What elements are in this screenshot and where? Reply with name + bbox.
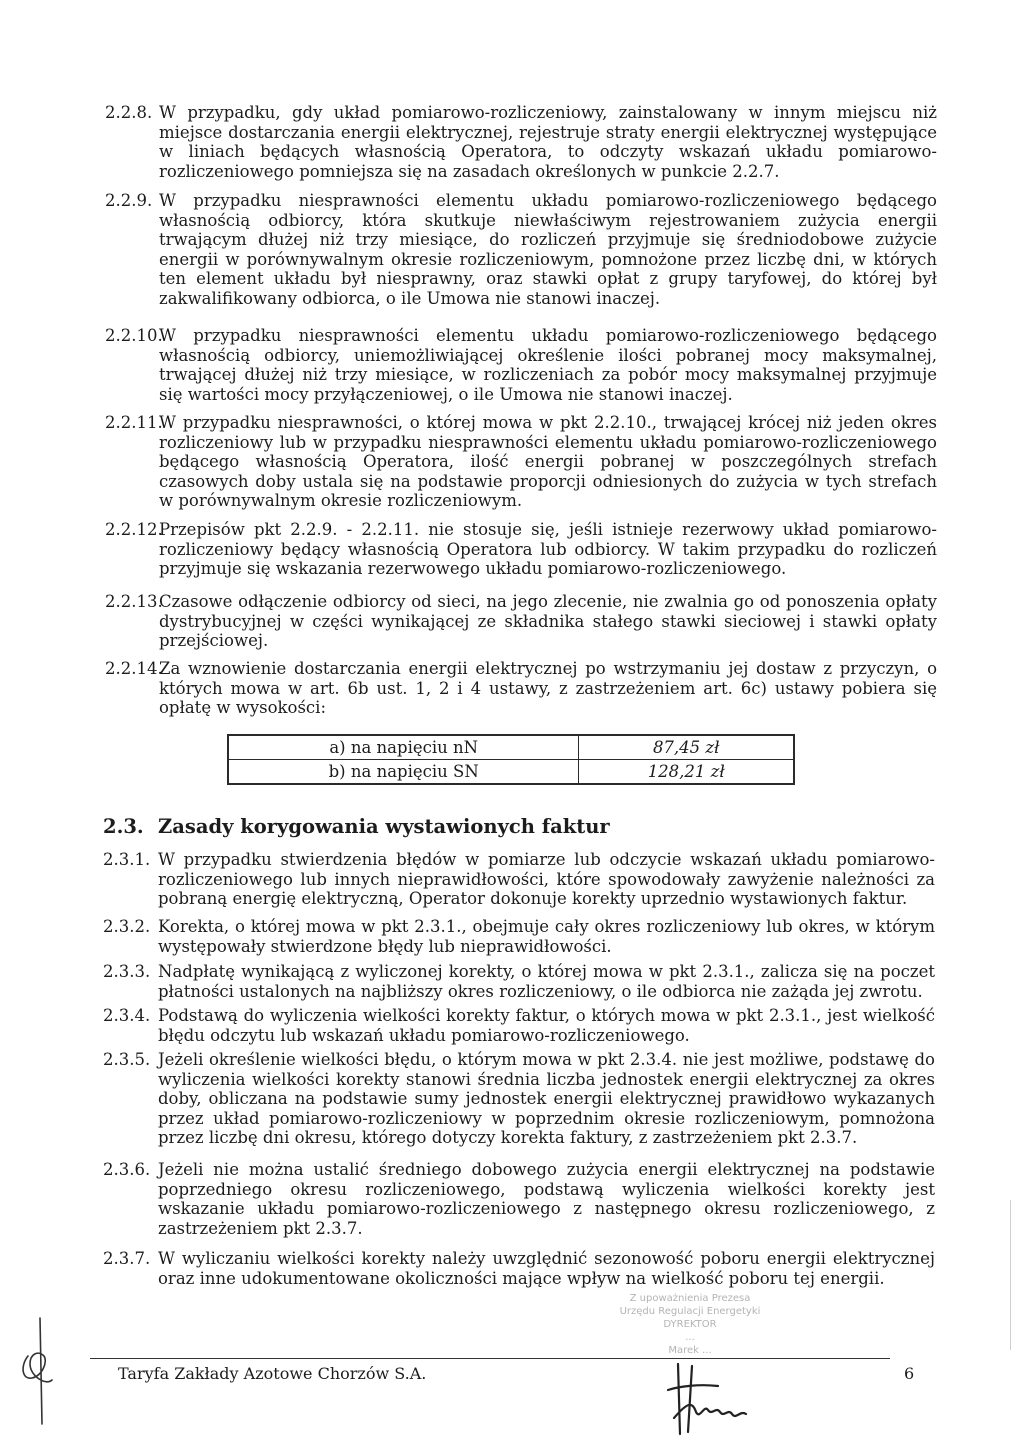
paragraph-2-3-4 xyxy=(103,1006,935,1045)
paragraph-2-2-13 xyxy=(105,592,937,651)
paragraph-2-2-8 xyxy=(105,103,937,181)
reconnection-fee-table xyxy=(227,734,795,785)
paragraph-number: 2.2.12. xyxy=(105,520,163,539)
stamp-line: Urzędu Regulacji Energetyki xyxy=(619,1306,761,1317)
paragraph-text: W przypadku niesprawności elementu układu pomiarowo-rozliczeniowego będącego własnością odbiorcy, która skutkuje niewłaściwym rejestrowaniem zużycia energii trwającym dłużej niż trzy miesiące, do rozliczeń przyjmuje się średniodobowe zużycie energii w porównywalnym okresie rozliczeniowym, pomnożone przez liczbę dni, w których ten element układu był niesprawny, oraz stawki opłat z grupy taryfowej, do której był zakwalifikowany odbiorca, o ile Umowa nie stanowi inaczej. xyxy=(159,191,937,308)
paragraph-2-3-7 xyxy=(103,1249,935,1288)
paragraph-2-2-10 xyxy=(105,326,937,404)
paragraph-number: 2.3.7. xyxy=(103,1249,151,1268)
footer-title: Taryfa Zakłady Azotowe Chorzów S.A. xyxy=(118,1364,427,1383)
paragraph-number: 2.3.4. xyxy=(103,1006,151,1025)
paragraph-text: Za wznowienie dostarczania energii elektrycznej po wstrzymaniu jej dostaw z przyczyn, o których mowa w art. 6b ust. 1, 2 i 4 ustawy, z zastrzeżeniem art. 6c) ustawy pobiera się opłatę w wysokości: xyxy=(159,659,937,718)
paragraph-2-2-11 xyxy=(105,413,937,511)
paragraph-number: 2.2.11. xyxy=(105,413,163,432)
paragraph-2-3-5 xyxy=(103,1050,935,1148)
page-number: 6 xyxy=(904,1364,915,1383)
paragraph-2-3-6 xyxy=(103,1160,935,1238)
paragraph-number: 2.2.13. xyxy=(105,592,163,611)
section-number: 2.3. xyxy=(103,815,144,838)
paragraph-2-3-1 xyxy=(103,850,935,909)
paragraph-text: W przypadku niesprawności, o której mowa w pkt 2.2.10., trwającej krócej niż jeden okres rozliczeniowy lub w przypadku niesprawności elementu układu pomiarowo-rozliczeniowego będącego własnością Operatora, ilość energii pobranej w poszczególnych strefach czasowych doby ustala się na podstawie proporcji odniesionych do zużycia w tych strefach w porównywalnym okresie rozliczeniowym. xyxy=(159,413,937,511)
table-cell-label: a) na napięciu nN xyxy=(228,735,579,760)
table-row xyxy=(228,760,794,785)
paragraph-2-2-14 xyxy=(105,659,937,718)
paragraph-text: W przypadku stwierdzenia błędów w pomiarze lub odczycie wskazań układu pomiarowo-rozliczeniowego lub innych nieprawidłowości, które spowodowały zawyżenie należności za pobraną energię elektryczną, Operator dokonuje korekty uprzednio wystawionych faktur. xyxy=(158,850,935,909)
paragraph-number: 2.2.10. xyxy=(105,326,163,345)
footer-rule xyxy=(90,1358,890,1359)
margin-initials-image xyxy=(18,1316,58,1426)
stamp-line: DYREKTOR xyxy=(663,1319,717,1330)
scan-edge-mark xyxy=(1010,1200,1011,1350)
table-cell-value: 128,21 zł xyxy=(579,760,794,785)
paragraph-text: Czasowe odłączenie odbiorcy od sieci, na jego zlecenie, nie zwalnia go od ponoszenia opłaty dystrybucyjnej w części wynikającej ze składnika stałego stawki sieciowej i stawki opłaty przejściowej. xyxy=(159,592,937,651)
paragraph-number: 2.2.8. xyxy=(105,103,153,122)
paragraph-number: 2.2.9. xyxy=(105,191,153,210)
paragraph-2-3-3 xyxy=(103,962,935,1001)
stamp-line: ... xyxy=(685,1332,695,1343)
paragraph-text: W przypadku niesprawności elementu układu pomiarowo-rozliczeniowego będącego własnością odbiorcy, uniemożliwiającej określenie ilości pobranej mocy maksymalnej, trwającej dłużej niż trzy miesiące, w rozliczeniach za pobór mocy maksymalnej przyjmuje się wartości mocy przyłączeniowej, o ile Umowa nie stanowi inaczej. xyxy=(159,326,937,404)
paragraph-text: Nadpłatę wynikającą z wyliczonej korekty, o której mowa w pkt 2.3.1., zalicza się na poczet płatności ustalonych na najbliższy okres rozliczeniowy, o ile odbiorca nie zażąda jej zwrotu. xyxy=(158,962,935,1001)
paragraph-2-3-2 xyxy=(103,917,935,956)
paragraph-number: 2.3.6. xyxy=(103,1160,151,1179)
paragraph-text: Jeżeli określenie wielkości błędu, o którym mowa w pkt 2.3.4. nie jest możliwe, podstawę do wyliczenia wielkości korekty stanowi średnia liczba jednostek energii elektrycznej za okres doby, obliczana na podstawie sumy jednostek energii elektrycznej prawidłowo wykazanych przez układ pomiarowo-rozliczeniowy w poprzednim okresie rozliczeniowym, pomnożona przez liczbę dni okresu, którego dotyczy korekta faktury, z zastrzeżeniem pkt 2.3.7. xyxy=(158,1050,935,1148)
paragraph-text: W przypadku, gdy układ pomiarowo-rozliczeniowy, zainstalowany w innym miejscu niż miejsce dostarczania energii elektrycznej, rejestruje straty energii elektrycznej występujące w liniach będących własnością Operatora, to odczyty wskazań układu pomiarowo-rozliczeniowego pomniejsza się na zasadach określonych w punkcie 2.2.7. xyxy=(159,103,937,181)
paragraph-2-2-12 xyxy=(105,520,937,579)
paragraph-2-2-9 xyxy=(105,191,937,309)
stamp-line: Z upoważnienia Prezesa xyxy=(629,1293,751,1304)
paragraph-number: 2.3.5. xyxy=(103,1050,151,1069)
paragraph-text: Korekta, o której mowa w pkt 2.3.1., obejmuje cały okres rozliczeniowy lub okres, w którym występowały stwierdzone błędy lub nieprawidłowości. xyxy=(158,917,935,956)
table-cell-label: b) na napięciu SN xyxy=(228,760,579,785)
table-row xyxy=(228,735,794,760)
approval-stamp xyxy=(580,1292,800,1357)
paragraph-text: Przepisów pkt 2.2.9. - 2.2.11. nie stosuje się, jeśli istnieje rezerwowy układ pomiarowo-rozliczeniowy będący własnością Operatora lub odbiorcy. W takim przypadku do rozliczeń przyjmuje się wskazania rezerwowego układu pomiarowo-rozliczeniowego. xyxy=(159,520,937,579)
paragraph-number: 2.3.3. xyxy=(103,962,151,981)
paragraph-text: Podstawą do wyliczenia wielkości korekty faktur, o których mowa w pkt 2.3.1., jest wielkość błędu odczytu lub wskazań układu pomiarowo-rozliczeniowego. xyxy=(158,1006,935,1045)
stamp-line: Marek ... xyxy=(668,1345,712,1356)
paragraph-number: 2.2.14. xyxy=(105,659,163,678)
paragraph-text: W wyliczaniu wielkości korekty należy uwzględnić sezonowość poboru energii elektrycznej oraz inne udokumentowane okoliczności mające wpływ na wielkość poboru tej energii. xyxy=(158,1249,935,1288)
table-cell-value: 87,45 zł xyxy=(579,735,794,760)
paragraph-text: Jeżeli nie można ustalić średniego dobowego zużycia energii elektrycznej na podstawie poprzedniego okresu rozliczeniowego, podstawą wyliczenia wielkości korekty jest wskazanie układu pomiarowo-rozliczeniowego z następnego okresu rozliczeniowego, z zastrzeżeniem pkt 2.3.7. xyxy=(158,1160,935,1238)
signature-image xyxy=(640,1360,760,1440)
section-title: Zasady korygowania wystawionych faktur xyxy=(158,815,610,838)
paragraph-number: 2.3.1. xyxy=(103,850,151,869)
paragraph-number: 2.3.2. xyxy=(103,917,151,936)
